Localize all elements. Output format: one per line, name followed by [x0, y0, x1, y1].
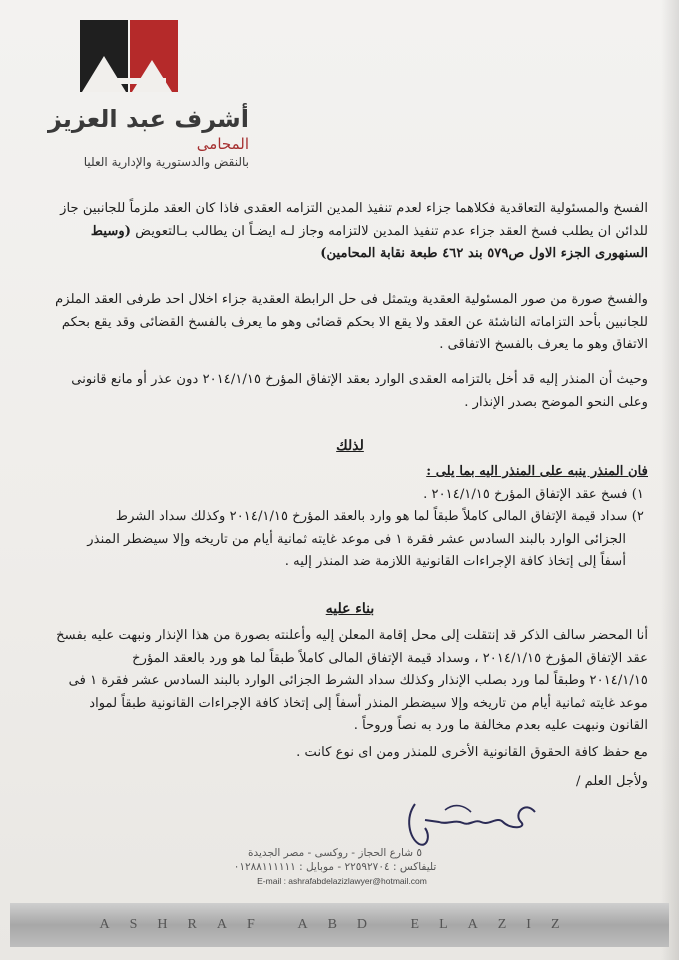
text-line: ٢٠١٤/١/١٥ وطبقاً لما ورد بصلب الإنذار وكذلك سداد الشرط الجزائى الوارد بالبند السادس عشر فقرة ١ فى [68, 673, 648, 689]
notice-intro: فان المنذر ينبه على المنذر اليه بما يلى : [426, 464, 648, 479]
demand-item-continued: الجزائى الوارد بالبند السادس عشر فقرة ١ فى موعد غايته ثمانية أيام من تاريخه وإلا سيضطر المنذر [87, 531, 626, 547]
text-line: وحيث أن المنذر إليه قد أخل بالتزامه العقدى الوارد بعقد الإتفاق المؤرخ ٢٠١٤/١/١٥ دون عذر أو مانع قانونى [71, 372, 648, 387]
footer-address: ٥ شارع الحجاز - روكسى - مصر الجديدة [248, 847, 422, 859]
footer-address-block [230, 846, 440, 874]
text-line: أنا المحضر سالف الذكر قد إنتقلت إلى محل إقامة المعلن إليه وأعلنته بصورة من هذا الإنذار ونبهت عليه بفسخ [56, 628, 648, 643]
text-line: موعد غايته ثمانية أيام من تاريخه وإلا سيضطر المنذر أسفاً إلى إتخاذ كافة الإجراءات القانونية طبقاً لمواد [89, 695, 648, 711]
citation-line: السنهورى الجزء الاول ص٥٧٩ بند ٤٦٢ طبعة نقابة المحامين) [320, 246, 648, 262]
text-line: وعلى النحو الموضح بصدر الإنذار . [464, 394, 648, 410]
text-span: للدائن ان يطلب فسخ العقد جزاء عدم تنفيذ المدين لالتزامه وجاز لـه ايضـاً ان يطالب بـالتعويض [135, 223, 648, 239]
footer-band-text: ASHRAF ABD ELAZIZ [99, 917, 580, 932]
notice-section [34, 461, 648, 574]
rights-reserved: مع حفظ كافة الحقوق القانونية الأخرى للمنذر ومن اى نوع كانت . [296, 745, 648, 760]
text-line: الاتفاق وهو ما يعرف بالفسخ الاتفاقى . [439, 337, 648, 353]
text-line: والفسخ صورة من صور المسئولية العقدية ويتمثل فى حل الرابطة العقدية جزاء اخلال احد طرفى العقد الملزم [55, 292, 648, 307]
lawyer-courts: بالنقض والدستورية والإدارية العليا [83, 155, 249, 169]
page-edge-shadow [661, 0, 679, 960]
text-line: القانون ونبهت عليه بعدم مخالفة ما ورد به نصاً وروحاً . [353, 718, 648, 734]
footer-phones: تليفاكس : ٢٢٥٩٢٧٠٤ - موبايل : ٠١٢٨٨١١١١١١ [233, 861, 437, 873]
demand-item: ٢) سداد قيمة الإتفاق المالى كاملاً طبقاً لما هو وارد بالعقد المؤرخ ٢٠١٤/١/١٥ وكذلك سداد الشرط [115, 509, 644, 525]
demand-item-continued: أسفاً إلى إتخاذ كافة الإجراءات القانونية اللازمة ضد المنذر إليه . [284, 554, 626, 570]
heading-therefore: لذلك [336, 438, 364, 454]
paragraph-bailiff [34, 625, 648, 738]
handwritten-signature [385, 792, 555, 848]
paragraph-rescission [34, 198, 648, 266]
closing-line: ولأجل العلم / [575, 773, 648, 789]
paragraph-definition [34, 289, 648, 357]
citation-start: (وسيط [90, 223, 131, 239]
footer-band [10, 903, 669, 947]
paragraph-breach [34, 369, 648, 414]
logo-letter-a-right [132, 60, 172, 92]
text-line [34, 221, 648, 244]
lawyer-title: المحامى [196, 135, 249, 153]
lawyer-name: أشرف عبد العزيز [47, 105, 249, 133]
demand-item: ١) فسخ عقد الإتفاق المؤرخ ٢٠١٤/١/١٥ . [423, 486, 644, 502]
text-line: الفسخ والمسئولية التعاقدية فكلاهما جزاء لعدم تنفيذ المدين التزامه العقدى فاذا كان العقد ملزماً للجانبين جاز [60, 201, 648, 216]
heading-accordingly: بناء عليه [325, 601, 375, 617]
logo-letter-a-left [82, 56, 126, 92]
text-line: للجانبين بأحد التزاماته الناشئة عن العقد ولا يقع الا بحكم قضائى وهو ما يعرف بالفسخ القضائى وقد يقع بحكم [61, 314, 648, 330]
aa-monogram-logo [78, 20, 180, 98]
closing-section [34, 742, 648, 793]
letterhead [9, 104, 249, 170]
logo-crossbar [96, 78, 166, 84]
footer-email: E-mail : ashrafabdelazizlawyer@hotmail.com [257, 876, 427, 886]
text-line: عقد الإتفاق المؤرخ ٢٠١٤/١/١٥ ، وسداد قيمة الإتفاق المالى كاملاً طبقاً لما هو ورد بالعقد المؤرخ [132, 650, 648, 666]
